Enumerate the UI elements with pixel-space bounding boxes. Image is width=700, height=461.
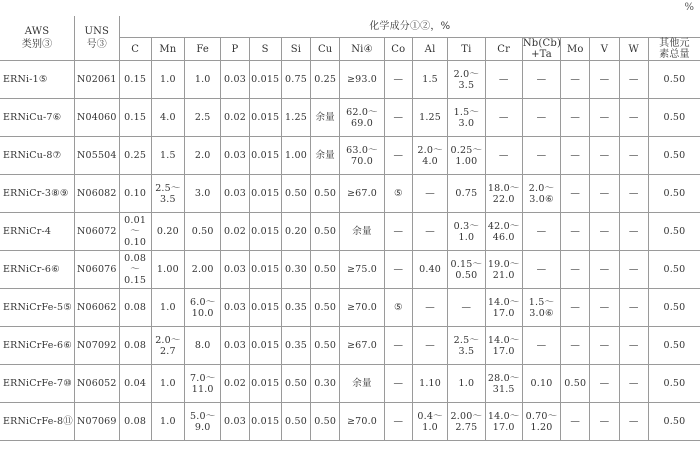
composition-cell: —: [590, 365, 619, 403]
composition-cell: 0.50: [281, 365, 310, 403]
composition-cell: 0.10: [522, 365, 560, 403]
composition-cell: ≥93.0: [340, 61, 384, 99]
composition-cell: 0.75: [448, 175, 485, 213]
composition-cell: 0.015: [249, 327, 281, 365]
composition-cell: 2.00: [185, 251, 221, 289]
composition-cell: 0.20: [151, 213, 184, 251]
table-row: [0, 175, 700, 213]
unit-label: %: [684, 2, 694, 13]
composition-cell: 0.03: [221, 137, 249, 175]
composition-cell: 0.15: [119, 99, 151, 137]
composition-cell: —: [384, 251, 412, 289]
composition-cell: —: [619, 175, 648, 213]
composition-cell: 2.00～ 2.75: [448, 403, 485, 441]
uns-number-cell: N06052: [75, 365, 119, 403]
composition-cell: 0.50: [648, 403, 700, 441]
composition-cell: ≥70.0: [340, 403, 384, 441]
composition-cell: 0.50: [311, 175, 340, 213]
composition-cell: 0.50: [648, 213, 700, 251]
composition-cell: 0.015: [249, 403, 281, 441]
table-row: [0, 61, 700, 99]
composition-cell: —: [619, 365, 648, 403]
composition-cell: 0.03: [221, 327, 249, 365]
composition-cell: 0.015: [249, 99, 281, 137]
composition-cell: —: [384, 137, 412, 175]
composition-cell: 0.03: [221, 175, 249, 213]
table-row: [0, 365, 700, 403]
composition-cell: 0.50: [311, 403, 340, 441]
composition-cell: —: [590, 327, 619, 365]
uns-number-cell: N06062: [75, 289, 119, 327]
composition-cell: —: [384, 365, 412, 403]
composition-cell: —: [561, 137, 590, 175]
composition-cell: 0.75: [281, 61, 310, 99]
composition-cell: —: [485, 137, 522, 175]
composition-cell: 0.30: [311, 365, 340, 403]
composition-cell: 余量: [311, 99, 340, 137]
table-row: [0, 213, 700, 251]
composition-cell: —: [412, 289, 447, 327]
column-header: C: [119, 38, 151, 61]
composition-cell: —: [590, 251, 619, 289]
composition-cell: 8.0: [185, 327, 221, 365]
composition-cell: 0.25: [119, 137, 151, 175]
composition-cell: 1.5～ 3.0⑥: [522, 289, 560, 327]
uns-number-header: UNS 号③: [75, 16, 119, 61]
composition-cell: 0.3～ 1.0: [448, 213, 485, 251]
uns-number-cell: N07092: [75, 327, 119, 365]
composition-cell: 0.015: [249, 365, 281, 403]
composition-cell: 0.15～ 0.50: [448, 251, 485, 289]
composition-cell: —: [384, 327, 412, 365]
composition-cell: 0.30: [281, 251, 310, 289]
table-row: [0, 99, 700, 137]
composition-cell: 0.08: [119, 327, 151, 365]
composition-cell: —: [384, 99, 412, 137]
composition-cell: 0.03: [221, 251, 249, 289]
composition-cell: 7.0～ 11.0: [185, 365, 221, 403]
composition-cell: —: [561, 175, 590, 213]
column-header: Cu: [311, 38, 340, 61]
composition-cell: 余量: [340, 213, 384, 251]
chemical-composition-table: [0, 16, 700, 441]
composition-cell: 2.5～ 3.5: [151, 175, 184, 213]
aws-class-cell: ERNiCr-6⑥: [0, 251, 75, 289]
composition-cell: 0.50: [311, 327, 340, 365]
composition-cell: 0.08～ 0.15: [119, 251, 151, 289]
composition-cell: 0.50: [648, 137, 700, 175]
composition-cell: 63.0～ 70.0: [340, 137, 384, 175]
composition-cell: 19.0～ 21.0: [485, 251, 522, 289]
composition-cell: —: [561, 99, 590, 137]
composition-cell: —: [522, 137, 560, 175]
composition-cell: 62.0～ 69.0: [340, 99, 384, 137]
composition-cell: 1.0: [151, 365, 184, 403]
column-header: Mo: [561, 38, 590, 61]
composition-cell: 1.0: [151, 289, 184, 327]
composition-cell: 0.50: [648, 365, 700, 403]
composition-cell: 0.50: [311, 213, 340, 251]
composition-cell: 0.04: [119, 365, 151, 403]
composition-cell: 0.50: [311, 251, 340, 289]
composition-cell: 2.5: [185, 99, 221, 137]
composition-cell: ≥75.0: [340, 251, 384, 289]
composition-cell: 0.015: [249, 251, 281, 289]
composition-cell: 0.02: [221, 213, 249, 251]
composition-cell: 4.0: [151, 99, 184, 137]
column-header: Al: [412, 38, 447, 61]
composition-cell: 0.70～ 1.20: [522, 403, 560, 441]
column-header: W: [619, 38, 648, 61]
composition-cell: 0.50: [281, 175, 310, 213]
composition-cell: —: [485, 99, 522, 137]
composition-cell: —: [561, 403, 590, 441]
composition-cell: 0.03: [221, 403, 249, 441]
composition-cell: 0.02: [221, 365, 249, 403]
composition-cell: 42.0～ 46.0: [485, 213, 522, 251]
composition-cell: —: [619, 99, 648, 137]
chemical-composition-header: 化学成分①②，%: [119, 16, 700, 38]
composition-cell: —: [619, 251, 648, 289]
composition-cell: 1.0: [151, 61, 184, 99]
aws-class-cell: ERNiCr-3⑧⑨: [0, 175, 75, 213]
column-header: Ni④: [340, 38, 384, 61]
composition-cell: 0.50: [648, 327, 700, 365]
composition-cell: —: [412, 327, 447, 365]
composition-cell: —: [485, 61, 522, 99]
composition-cell: 0.50: [281, 403, 310, 441]
table-row: [0, 251, 700, 289]
table-row: [0, 289, 700, 327]
composition-cell: —: [619, 403, 648, 441]
composition-cell: —: [384, 213, 412, 251]
aws-class-cell: ERNiCu-8⑦: [0, 137, 75, 175]
composition-cell: 6.0～ 10.0: [185, 289, 221, 327]
composition-cell: 0.50: [185, 213, 221, 251]
composition-cell: 0.50: [561, 365, 590, 403]
uns-number-cell: N06072: [75, 213, 119, 251]
composition-cell: 0.02: [221, 99, 249, 137]
composition-cell: ⑤: [384, 289, 412, 327]
composition-cell: 18.0～ 22.0: [485, 175, 522, 213]
composition-cell: —: [590, 213, 619, 251]
composition-cell: —: [619, 137, 648, 175]
composition-cell: —: [619, 327, 648, 365]
composition-cell: ≥70.0: [340, 289, 384, 327]
composition-cell: 2.0～ 2.7: [151, 327, 184, 365]
composition-cell: —: [590, 99, 619, 137]
composition-cell: 0.10: [119, 175, 151, 213]
composition-cell: 0.35: [281, 327, 310, 365]
composition-cell: —: [619, 61, 648, 99]
column-header: Co: [384, 38, 412, 61]
uns-number-cell: N04060: [75, 99, 119, 137]
composition-cell: 14.0～ 17.0: [485, 289, 522, 327]
uns-number-cell: N05504: [75, 137, 119, 175]
composition-cell: 余量: [340, 365, 384, 403]
composition-cell: 0.15: [119, 61, 151, 99]
composition-cell: ≥67.0: [340, 175, 384, 213]
composition-cell: —: [619, 289, 648, 327]
uns-number-cell: N02061: [75, 61, 119, 99]
composition-cell: 2.0: [185, 137, 221, 175]
composition-cell: 1.5: [151, 137, 184, 175]
column-header: S: [249, 38, 281, 61]
composition-cell: ⑤: [384, 175, 412, 213]
composition-cell: —: [522, 213, 560, 251]
composition-cell: 0.015: [249, 61, 281, 99]
composition-cell: 0.015: [249, 213, 281, 251]
composition-cell: 14.0～ 17.0: [485, 327, 522, 365]
table-body: [0, 61, 700, 441]
composition-cell: 1.0: [151, 403, 184, 441]
composition-cell: 0.50: [311, 289, 340, 327]
uns-number-cell: N06082: [75, 175, 119, 213]
column-header: 其他元 素总量: [648, 38, 700, 61]
composition-cell: 0.40: [412, 251, 447, 289]
column-header: P: [221, 38, 249, 61]
composition-cell: 0.50: [648, 251, 700, 289]
composition-cell: —: [561, 61, 590, 99]
composition-cell: 28.0～ 31.5: [485, 365, 522, 403]
column-header: Si: [281, 38, 310, 61]
composition-cell: 1.5～ 3.0: [448, 99, 485, 137]
composition-cell: 1.25: [412, 99, 447, 137]
composition-cell: 1.0: [448, 365, 485, 403]
aws-class-cell: ERNiCu-7⑥: [0, 99, 75, 137]
composition-cell: —: [561, 327, 590, 365]
uns-number-cell: N07069: [75, 403, 119, 441]
composition-cell: 1.00: [281, 137, 310, 175]
composition-cell: 14.0～ 17.0: [485, 403, 522, 441]
table-row: [0, 327, 700, 365]
composition-cell: 0.01～ 0.10: [119, 213, 151, 251]
aws-class-cell: ERNiCr-4: [0, 213, 75, 251]
composition-cell: 0.50: [648, 175, 700, 213]
composition-cell: —: [412, 213, 447, 251]
composition-cell: 3.0: [185, 175, 221, 213]
aws-class-cell: ERNiCrFe-7⑩: [0, 365, 75, 403]
composition-cell: 0.4～ 1.0: [412, 403, 447, 441]
aws-class-cell: ERNiCrFe-6⑥: [0, 327, 75, 365]
composition-cell: —: [522, 61, 560, 99]
column-header: V: [590, 38, 619, 61]
aws-class-header: AWS 类别③: [0, 16, 75, 61]
composition-cell: —: [384, 61, 412, 99]
composition-cell: 0.015: [249, 137, 281, 175]
column-header: Ti: [448, 38, 485, 61]
uns-number-cell: N06076: [75, 251, 119, 289]
composition-cell: —: [590, 403, 619, 441]
composition-cell: —: [522, 327, 560, 365]
composition-cell: —: [590, 137, 619, 175]
column-header: Mn: [151, 38, 184, 61]
table-row: [0, 403, 700, 441]
composition-cell: 2.0～ 4.0: [412, 137, 447, 175]
composition-cell: 1.25: [281, 99, 310, 137]
composition-cell: ≥67.0: [340, 327, 384, 365]
composition-cell: 0.03: [221, 289, 249, 327]
composition-cell: —: [561, 289, 590, 327]
column-header: Cr: [485, 38, 522, 61]
composition-cell: —: [590, 289, 619, 327]
aws-class-cell: ERNiCrFe-8⑪: [0, 403, 75, 441]
column-header: Fe: [185, 38, 221, 61]
composition-cell: —: [522, 251, 560, 289]
composition-cell: —: [412, 175, 447, 213]
aws-class-cell: ERNiCrFe-5⑤: [0, 289, 75, 327]
composition-cell: —: [384, 403, 412, 441]
composition-cell: 2.5～ 3.5: [448, 327, 485, 365]
composition-cell: —: [522, 99, 560, 137]
composition-cell: —: [590, 175, 619, 213]
composition-cell: 0.08: [119, 403, 151, 441]
composition-cell: —: [561, 213, 590, 251]
composition-cell: —: [590, 61, 619, 99]
composition-cell: 0.50: [648, 289, 700, 327]
composition-cell: 0.50: [648, 99, 700, 137]
composition-cell: 0.20: [281, 213, 310, 251]
composition-cell: —: [561, 251, 590, 289]
composition-cell: 0.25～ 1.00: [448, 137, 485, 175]
composition-cell: 2.0～ 3.5: [448, 61, 485, 99]
composition-cell: 0.35: [281, 289, 310, 327]
composition-cell: —: [619, 213, 648, 251]
composition-cell: 1.5: [412, 61, 447, 99]
aws-class-cell: ERNi-1⑤: [0, 61, 75, 99]
composition-cell: 5.0～ 9.0: [185, 403, 221, 441]
composition-cell: 1.00: [151, 251, 184, 289]
composition-cell: 0.25: [311, 61, 340, 99]
composition-cell: 0.015: [249, 175, 281, 213]
composition-cell: 1.10: [412, 365, 447, 403]
composition-cell: —: [448, 289, 485, 327]
composition-cell: 0.50: [648, 61, 700, 99]
composition-cell: 0.03: [221, 61, 249, 99]
table-row: [0, 137, 700, 175]
composition-cell: 1.0: [185, 61, 221, 99]
column-header: Nb(Cb) +Ta: [522, 38, 562, 60]
composition-cell: 2.0～ 3.0⑥: [522, 175, 560, 213]
composition-cell: 0.08: [119, 289, 151, 327]
composition-cell: 0.015: [249, 289, 281, 327]
composition-cell: 余量: [311, 137, 340, 175]
